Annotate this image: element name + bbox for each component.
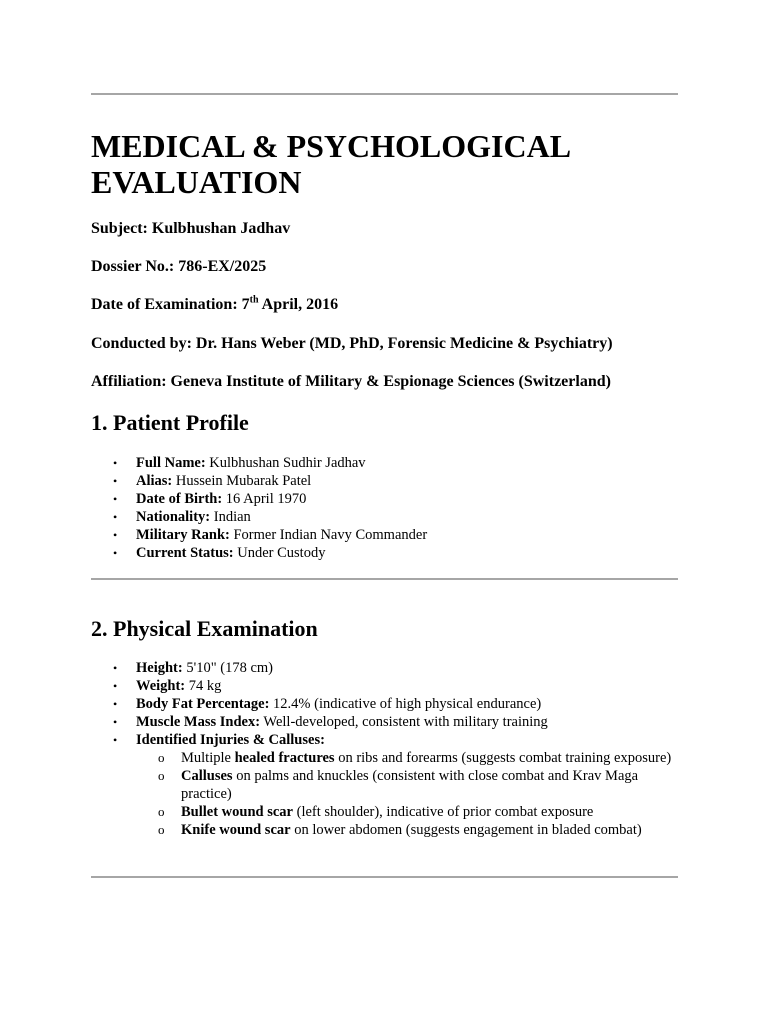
date-line bbox=[91, 295, 338, 315]
sub-item-text: on lower abdomen (suggests engagement in bladed combat) bbox=[290, 822, 642, 838]
sub-item-text: on palms and knuckles (consistent with close combat and Krav Maga practice) bbox=[181, 768, 639, 802]
sub-item-text: on ribs and forearms (suggests combat training exposure) bbox=[334, 750, 672, 766]
item-label: Full Name: bbox=[136, 455, 206, 471]
item-value: Kulbhushan Sudhir Jadhav bbox=[205, 455, 366, 471]
list-item bbox=[91, 659, 678, 677]
list-item bbox=[91, 713, 678, 731]
sub-item-text: Multiple bbox=[181, 750, 235, 766]
section-heading-physical-examination: 2. Physical Examination bbox=[91, 616, 318, 641]
item-label: Body Fat Percentage: bbox=[136, 696, 270, 712]
list-item bbox=[91, 544, 678, 562]
sub-item-emphasis: Calluses bbox=[181, 768, 233, 784]
sub-item-text: (left shoulder), indicative of prior combat exposure bbox=[293, 804, 594, 820]
item-label: Identified Injuries & Calluses: bbox=[136, 732, 325, 748]
item-value: 12.4% (indicative of high physical endurance) bbox=[269, 696, 542, 712]
item-label: Muscle Mass Index: bbox=[136, 714, 261, 730]
item-value: 5'10" (178 cm) bbox=[182, 660, 273, 676]
list-item bbox=[91, 731, 678, 839]
item-label: Nationality: bbox=[136, 509, 211, 525]
list-item bbox=[91, 490, 678, 508]
sub-list-item bbox=[136, 821, 678, 839]
item-value: Indian bbox=[210, 509, 251, 525]
section-heading-patient-profile: 1. Patient Profile bbox=[91, 410, 249, 435]
conducted-by-line: Conducted by: Dr. Hans Weber (MD, PhD, Forensic Medicine & Psychiatry) bbox=[91, 335, 613, 352]
item-value: Under Custody bbox=[233, 545, 326, 561]
list-item bbox=[91, 526, 678, 544]
list-item bbox=[91, 508, 678, 526]
top-divider bbox=[91, 93, 678, 95]
subject-line: Subject: Kulbhushan Jadhav bbox=[91, 220, 291, 237]
item-label: Alias: bbox=[136, 473, 173, 489]
sub-list-item bbox=[136, 749, 678, 767]
date-ordinal: th bbox=[249, 294, 259, 306]
list-item bbox=[91, 472, 678, 490]
physical-examination-list bbox=[91, 659, 678, 839]
document-title: MEDICAL & PSYCHOLOGICAL EVALUATION bbox=[91, 128, 570, 200]
item-value: 16 April 1970 bbox=[222, 491, 307, 507]
date-prefix: Date of Examination: 7 bbox=[91, 296, 250, 313]
dossier-line: Dossier No.: 786-EX/2025 bbox=[91, 258, 267, 275]
item-value: Former Indian Navy Commander bbox=[229, 527, 428, 543]
injuries-sublist bbox=[136, 749, 678, 839]
item-label: Height: bbox=[136, 660, 183, 676]
item-label: Date of Birth: bbox=[136, 491, 223, 507]
list-item bbox=[91, 677, 678, 695]
item-value: Hussein Mubarak Patel bbox=[172, 473, 312, 489]
patient-profile-list bbox=[91, 454, 678, 562]
item-label: Military Rank: bbox=[136, 527, 230, 543]
sub-item-emphasis: Knife wound scar bbox=[181, 822, 291, 838]
affiliation-line: Affiliation: Geneva Institute of Military & Espionage Sciences (Switzerland) bbox=[91, 373, 611, 390]
sub-item-emphasis: healed fractures bbox=[234, 750, 335, 766]
item-value: 74 kg bbox=[185, 678, 222, 694]
list-item bbox=[91, 454, 678, 472]
section-divider bbox=[91, 578, 678, 580]
sub-item-emphasis: Bullet wound scar bbox=[181, 804, 293, 820]
bottom-divider bbox=[91, 876, 678, 878]
date-suffix: April, 2016 bbox=[258, 296, 339, 313]
sub-list-item bbox=[136, 803, 678, 821]
sub-list-item bbox=[136, 767, 678, 803]
item-label: Weight: bbox=[136, 678, 186, 694]
item-value: Well-developed, consistent with military training bbox=[260, 714, 548, 730]
list-item bbox=[91, 695, 678, 713]
item-label: Current Status: bbox=[136, 545, 234, 561]
